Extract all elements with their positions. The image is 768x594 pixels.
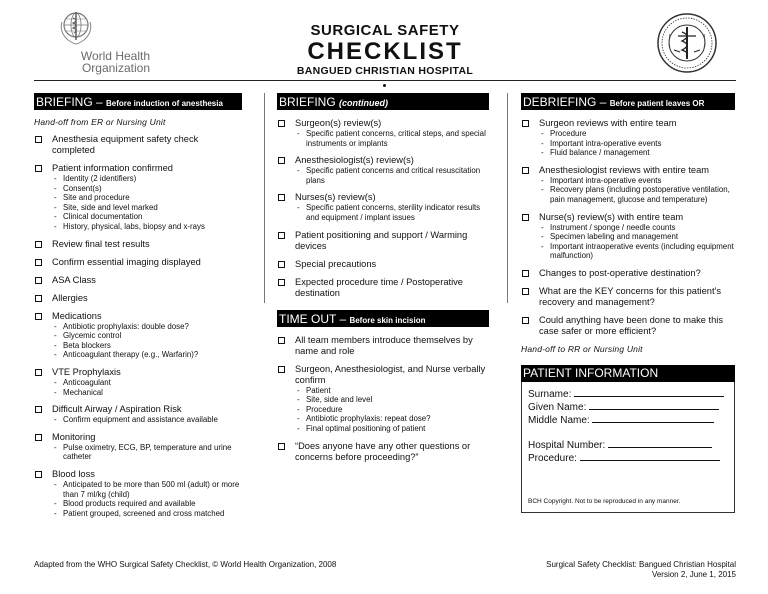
checkbox[interactable] [35, 369, 42, 376]
timeout-subtitle: Before skin incision [349, 315, 426, 325]
hospital-name: BANGUED CHRISTIAN HOSPITAL [296, 65, 474, 77]
checklist-subitem: - Glycemic control [52, 331, 242, 341]
procedure-label: Procedure: [528, 452, 577, 464]
timeout-list [277, 335, 489, 463]
checklist-item-label: VTE Prophylaxis [52, 366, 121, 377]
checklist-subitem: - Procedure [539, 129, 735, 139]
checklist-item-label: Monitoring [52, 431, 96, 442]
timeout-header [277, 310, 489, 327]
briefing-continued-column [277, 93, 489, 470]
checklist-item [34, 163, 242, 232]
checklist-item-label: Anesthesiologist reviews with entire team [539, 164, 710, 175]
given-name-label: Given Name: [528, 401, 587, 413]
patient-information-header: PATIENT INFORMATION [521, 365, 735, 382]
checkbox[interactable] [35, 241, 42, 248]
checklist-item [521, 165, 735, 205]
checklist-item-label: Nurse(s) review(s) with entire team [539, 211, 684, 222]
checkbox[interactable] [522, 214, 529, 221]
checklist-item [277, 155, 489, 185]
checklist-item [277, 364, 489, 434]
debriefing-handoff: Hand-off to RR or Nursing Unit [521, 343, 643, 354]
checklist-item [277, 192, 489, 222]
footer-title: Surgical Safety Checklist: Bangued Christian Hospital [546, 560, 736, 569]
checklist-subitem: - Beta blockers [52, 341, 242, 351]
checklist-subitems [295, 166, 489, 185]
checklist-subitem: - Anticipated to be more than 500 ml (adult) or more than 7 ml/kg (child) [52, 480, 242, 499]
checkbox[interactable] [278, 120, 285, 127]
header-dot [383, 84, 386, 87]
checklist-subitems [295, 129, 489, 148]
footer-attribution: Adapted from the WHO Surgical Safety Checklist, © World Health Organization, 2008 [34, 560, 337, 569]
checklist-item-label: Allergies [52, 292, 88, 303]
checklist-subitem: - Site and procedure [52, 193, 242, 203]
briefing-continued-subtitle: (continued) [339, 98, 389, 108]
checklist-subitem: - Antibiotic prophylaxis: double dose? [52, 322, 242, 332]
checklist-subitems [295, 386, 489, 434]
hospital-seal-icon [656, 12, 718, 74]
briefing-list [34, 134, 242, 518]
checklist-subitem: - Identity (2 identifiers) [52, 174, 242, 184]
briefing-continued-header [277, 93, 489, 110]
briefing-continued-list [277, 118, 489, 299]
checklist-subitem: - Final optimal positioning of patient [295, 424, 489, 434]
checkbox[interactable] [278, 261, 285, 268]
checkbox[interactable] [522, 270, 529, 277]
checklist-item-label: ASA Class [52, 274, 96, 285]
checklist-item [34, 367, 242, 397]
checklist-item [521, 118, 735, 158]
debriefing-column [521, 93, 735, 513]
checkbox[interactable] [35, 471, 42, 478]
checklist-item-label: Patient information confirmed [52, 163, 173, 173]
checklist-item [34, 239, 242, 250]
checklist-item-label: Difficult Airway / Aspiration Risk [52, 404, 182, 415]
checklist-subitems [52, 415, 242, 425]
surname-label: Surname: [528, 388, 572, 400]
checklist-item-label: Changes to post-operative destination? [539, 267, 701, 278]
who-emblem-icon [56, 10, 96, 46]
surname-field[interactable] [528, 388, 728, 401]
checklist-item [34, 293, 242, 304]
checklist-item-label: Review final test results [52, 238, 150, 249]
header-divider [34, 80, 736, 81]
checklist-subitem: - Procedure [295, 405, 489, 415]
checklist-subitem: - Important intra-operative events [539, 176, 735, 186]
hospital-number-label: Hospital Number: [528, 439, 606, 451]
checklist-item-label: Surgeon, Anesthesiologist, and Nurse verbally confirm [295, 363, 486, 385]
checkbox[interactable] [35, 406, 42, 413]
checklist-subitems [52, 378, 242, 397]
checklist-subitem: - Specific patient concerns and critical resuscitation plans [295, 166, 489, 185]
checklist-item [521, 315, 735, 337]
checklist-item [521, 286, 735, 308]
checklist-subitem: - Important intra-operative events [539, 139, 735, 149]
checklist-subitem: - Anticoagulant [52, 378, 242, 388]
checklist-item [277, 230, 489, 252]
checklist-item [521, 268, 735, 279]
briefing-continued-title: BRIEFING [279, 95, 340, 109]
checklist-subitem: - Patient [295, 386, 489, 396]
checkbox[interactable] [522, 167, 529, 174]
checklist-item [34, 469, 242, 518]
checklist-subitem: - Patient grouped, screened and cross matched [52, 509, 242, 519]
debriefing-header [521, 93, 735, 110]
checklist-item [34, 311, 242, 360]
checklist-item [277, 118, 489, 148]
checklist-item-label: Surgeon(s) review(s) [295, 118, 382, 128]
checkbox[interactable] [35, 259, 42, 266]
footer-version [480, 560, 736, 580]
checklist-subitems [539, 176, 735, 205]
checklist-item [521, 212, 735, 261]
copyright-note: BCH Copyright. Not to be reproduced in any manner. [528, 497, 681, 505]
checkbox[interactable] [278, 366, 285, 373]
checklist-item [277, 335, 489, 357]
timeout-title: TIME OUT – [279, 311, 350, 326]
checklist-subitem: - Recovery plans (including postoperative ventilation, pain management, glucose and temperature) [539, 185, 735, 204]
checklist-subitems [539, 223, 735, 261]
briefing-column [34, 93, 242, 525]
checkbox[interactable] [278, 443, 285, 450]
checklist-item-label: “Does anyone have any other questions or concerns before proceeding?” [295, 440, 471, 462]
checkbox[interactable] [278, 194, 285, 201]
briefing-handoff: Hand-off from ER or Nursing Unit [34, 117, 166, 127]
checklist-subitem: - Pulse oximetry, ECG, BP, temperature and urine catheter [52, 443, 242, 462]
checklist-subitem: - Important intraoperative events (including equipment malfunction) [539, 242, 735, 261]
checklist-subitem: - Antibiotic prophylaxis: repeat dose? [295, 414, 489, 424]
checklist-item [34, 404, 242, 425]
checkbox[interactable] [35, 277, 42, 284]
patient-information-panel [521, 365, 735, 513]
checklist-item-label: Special precautions [295, 258, 377, 269]
checkbox[interactable] [278, 279, 285, 286]
checkbox[interactable] [278, 157, 285, 164]
title-subtitle: SURGICAL SAFETY [310, 22, 460, 39]
debriefing-list [521, 118, 735, 337]
briefing-header [34, 93, 242, 110]
given-name-field[interactable] [528, 401, 728, 414]
checklist-item-label: Expected procedure time / Postoperative destination [295, 276, 463, 298]
checklist-item [277, 277, 489, 299]
checklist-subitems [52, 443, 242, 462]
checklist-item [277, 441, 489, 463]
checklist-item [34, 134, 242, 156]
checklist-subitems [539, 129, 735, 158]
procedure-field[interactable] [528, 452, 728, 465]
checklist-subitems [295, 203, 489, 222]
checklist-subitem: - Confirm equipment and assistance available [52, 415, 242, 425]
checklist-subitems [52, 322, 242, 360]
checklist-subitem: - Specific patient concerns, critical steps, and special instruments or implants [295, 129, 489, 148]
title-block [270, 22, 500, 77]
checkbox[interactable] [35, 434, 42, 441]
checklist-subitem: - Fluid balance / management [539, 148, 735, 158]
briefing-subtitle: Before induction of anesthesia [106, 99, 223, 108]
checklist-item [34, 275, 242, 286]
who-name-line1: World Health [80, 49, 150, 63]
checklist-subitems [52, 480, 242, 518]
checklist-item-label: Anesthesiologist(s) review(s) [295, 155, 414, 166]
page-title: CHECKLIST [307, 38, 463, 65]
who-name-line2: Organization [81, 61, 150, 75]
checklist-item-label: Surgeon reviews with entire team [539, 118, 677, 128]
checklist-item-label: What are the KEY concerns for this patient’s recovery and management? [539, 285, 722, 307]
checklist-item [277, 259, 489, 270]
debriefing-title: DEBRIEFING – [523, 95, 610, 109]
debriefing-subtitle: Before patient leaves OR [609, 99, 705, 108]
checklist-item-label: Confirm essential imaging displayed [52, 256, 201, 267]
who-logo [40, 8, 150, 76]
checklist-item [34, 257, 242, 268]
checklist-subitem: - Anticoagulant therapy (e.g., Warfarin)? [52, 350, 242, 360]
column-divider [507, 93, 508, 303]
hospital-number-field[interactable] [528, 439, 728, 452]
checklist-subitem: - Site, side and level [295, 395, 489, 405]
column-divider [264, 93, 265, 303]
checkbox[interactable] [35, 165, 42, 172]
checkbox[interactable] [35, 295, 42, 302]
checkbox[interactable] [278, 337, 285, 344]
checklist-subitem: - Instrument / sponge / needle counts [539, 223, 735, 233]
checklist-item-label: Could anything have been done to make this case safer or more efficient? [539, 314, 723, 336]
checkbox[interactable] [35, 313, 42, 320]
checkbox[interactable] [522, 288, 529, 295]
footer-date: Version 2, June 1, 2015 [651, 570, 736, 579]
checklist-subitem: - Clinical documentation [52, 212, 242, 222]
checklist-item-label: Nurses(s) review(s) [295, 192, 376, 203]
middle-name-label: Middle Name: [528, 414, 590, 426]
checklist-subitem: - Blood products required and available [52, 499, 242, 509]
checklist-subitem: - Consent(s) [52, 184, 242, 194]
checklist-item-label: All team members introduce themselves by name and role [295, 334, 473, 356]
checklist-subitem: - History, physical, labs, biopsy and x-rays [52, 222, 242, 232]
checklist-subitem: - Specific patient concerns, sterility indicator results and equipment / implant issues [295, 203, 489, 222]
checklist-item-label: Medications [52, 310, 102, 321]
checklist-subitem: - Site, side and level marked [52, 203, 242, 213]
checkbox[interactable] [522, 317, 529, 324]
briefing-title: BRIEFING – [36, 95, 107, 109]
checkbox[interactable] [278, 232, 285, 239]
checklist-item-label: Patient positioning and support / Warming devices [295, 229, 468, 251]
checklist-item-label: Anesthesia equipment safety check completed [52, 134, 199, 155]
middle-name-field[interactable] [528, 414, 728, 427]
checklist-item [34, 432, 242, 462]
checklist-subitem: - Specimen labeling and management [539, 232, 735, 242]
checkbox[interactable] [35, 136, 42, 143]
checklist-subitems [52, 174, 242, 232]
checklist-subitem: - Mechanical [52, 388, 242, 398]
checklist-item-label: Blood loss [52, 468, 95, 479]
checkbox[interactable] [522, 120, 529, 127]
